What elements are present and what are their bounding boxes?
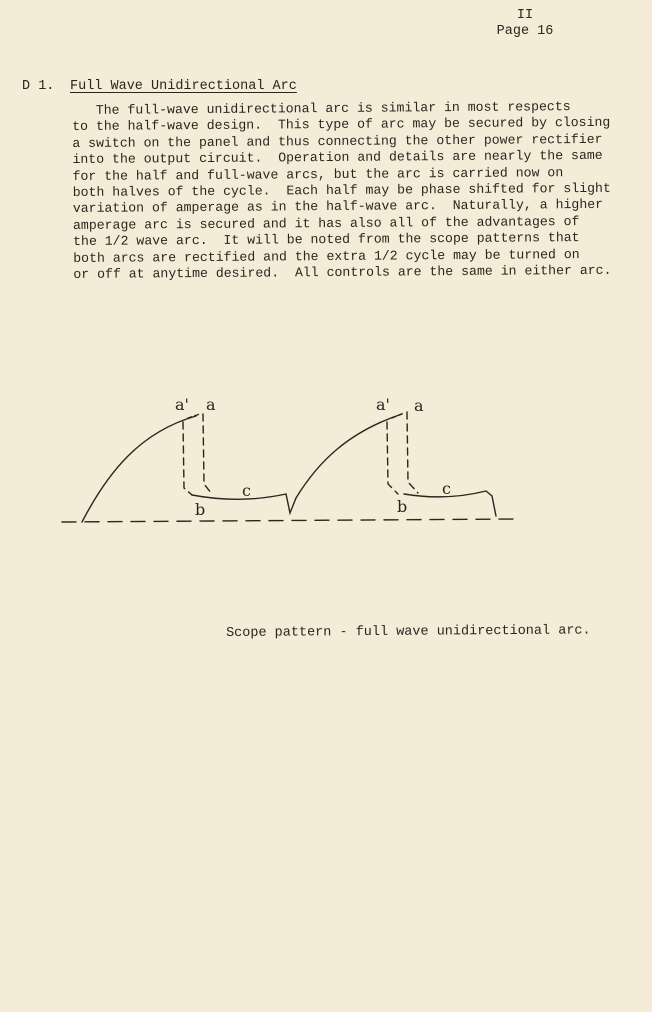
scope-peak-tick-1 [188,414,200,418]
section-title: Full Wave Unidirectional Arc [70,79,297,94]
body-line: both halves of the cycle. Each half may be phase shifted for slight [72,180,611,201]
section-label: D 1. [22,79,55,94]
page-number: Page 16 [496,24,554,39]
scope-pattern-figure [0,380,652,540]
label-c-1: c [242,481,251,500]
scope-spike-1-outer [183,422,192,495]
label-a-2: a [414,396,424,415]
body-line: amperage arc is secured and it has also all of the advantages of [72,213,580,233]
body-line: for the half and full-wave arcs, but the arc is carried now on [72,164,564,184]
scope-rising-curve-1 [82,416,196,522]
scope-peak-tick-2 [392,413,404,418]
body-line: both arcs are rectified and the extra 1/2 cycle may be turned on [73,246,580,266]
label-a-1: a [206,395,216,414]
label-b-2: b [397,497,408,516]
page-header [470,8,580,40]
scope-spike-2-inner [407,412,418,493]
scope-spike-2-outer [387,422,398,494]
body-line: into the output circuit. Operation and details are nearly the same [72,148,603,168]
scope-pattern-drawing [0,380,652,540]
body-line: or off at anytime desired. All controls are the same in either arc. [73,262,612,283]
body-line: a switch on the panel and thus connecting the other power rectifier [72,131,603,151]
scope-spike-1-inner [203,414,212,494]
scope-rising-curve-2 [296,414,402,498]
figure-caption: Scope pattern - full wave unidirectional arc. [226,623,591,641]
body-line: to the half-wave design. This type of arc may be secured by closing [72,115,611,135]
label-c-2: c [442,479,451,498]
body-line: the 1/2 wave arc. It will be noted from the scope patterns that [73,230,580,250]
body-paragraph [72,99,633,284]
scope-baseline [62,519,516,522]
chapter-number: II [516,8,534,23]
body-line: The full-wave unidirectional arc is similar in most respects [72,99,571,118]
label-a-prime-1: a' [175,395,189,414]
body-line: variation of amperage as in the half-wave arc. Naturally, a higher [72,197,604,217]
label-b-1: b [195,500,206,519]
label-a-prime-2: a' [376,395,390,414]
